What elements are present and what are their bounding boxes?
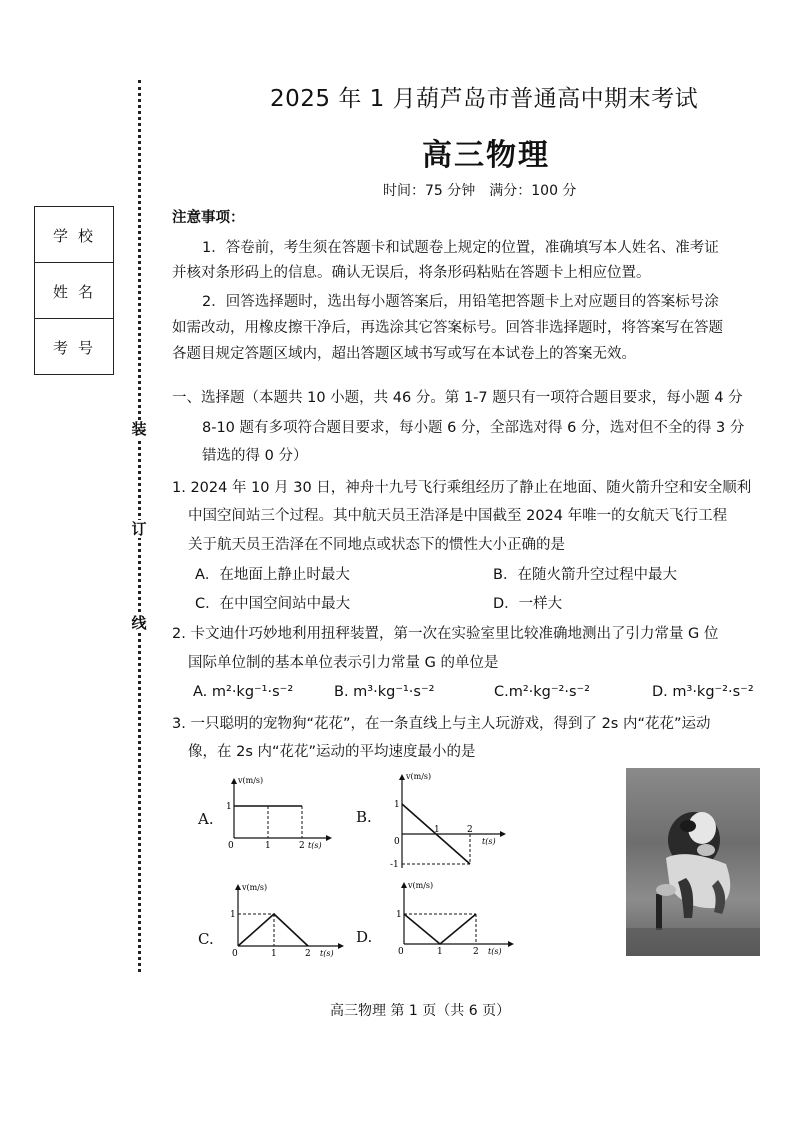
graph-c-t1: 1 [271, 949, 277, 959]
exam-number-field[interactable] [35, 319, 114, 375]
dog-photo [626, 768, 760, 956]
subject-title: 高三物理 [422, 138, 550, 173]
q1-option-c[interactable]: C．在中国空间站中最大 [195, 596, 351, 612]
graph-c-t2: 2 [305, 949, 311, 959]
q2-line-2: 国际单位制的基本单位表示引力常量 G 的单位是 [188, 655, 499, 671]
graph-b-tick-neg1: -1 [390, 860, 399, 870]
q2-option-c[interactable]: C.m²·kg⁻²·s⁻² [494, 684, 590, 700]
exam-info: 时间：75 分钟 满分：100 分 [383, 183, 577, 199]
q1-line-3: 关于航天员王浩泽在不同地点或状态下的惯性大小正确的是 [188, 537, 565, 553]
q1-option-b[interactable]: B．在随火箭升空过程中最大 [493, 567, 677, 583]
binder-char-ding: 订 [131, 520, 147, 538]
notes-line-4: 如需改动，用橡皮擦干净后，再选涂其它答案标号。回答非选择题时，将答案写在答题 [172, 320, 723, 336]
page-footer: 高三物理 第 1 页（共 6 页） [330, 1003, 511, 1019]
notes-line-2: 并核对条形码上的信息。确认无误后，将条形码粘贴在答题卡上相应位置。 [172, 265, 651, 281]
notes-line-3: 2．回答选择题时，选出每小题答案后，用铅笔把答题卡上对应题目的答案标号涂 [202, 294, 719, 310]
name-field[interactable] [35, 263, 114, 319]
notes-heading: 注意事项： [172, 210, 245, 226]
binder-char-xian: 线 [131, 614, 147, 632]
graph-b-tick-1: 1 [394, 800, 400, 810]
graph-a-v-label: v(m/s) [238, 776, 264, 785]
q1-line-1: 1. 2024 年 10 月 30 日，神舟十九号飞行乘组经历了静止在地面、随火箭升空和安全顺利 [172, 480, 752, 496]
graph-d-t1: 1 [437, 947, 443, 957]
graph-b-t-label: t(s) [482, 837, 496, 846]
graph-c-origin: 0 [232, 949, 238, 959]
q1-option-d[interactable]: D．一样大 [493, 596, 563, 612]
graph-a-label[interactable]: A. [198, 810, 214, 828]
graph-a-t2: 2 [299, 841, 305, 851]
graph-a-origin: 0 [228, 841, 234, 851]
q2-option-a[interactable]: A. m²·kg⁻¹·s⁻² [193, 684, 294, 700]
graph-c-label[interactable]: C. [198, 930, 214, 948]
graph-c [226, 882, 346, 962]
graph-d [392, 880, 516, 960]
section1-line-3: 错选的得 0 分） [202, 448, 308, 464]
graph-c-tick-1: 1 [230, 910, 236, 920]
exam-title: 2025 年 1 月葫芦岛市普通高中期末考试 [270, 86, 699, 112]
graph-d-t-label: t(s) [488, 947, 502, 956]
q3-line-2: 像，在 2s 内“花花”运动的平均速度最小的是 [188, 744, 476, 760]
school-field[interactable] [35, 207, 114, 263]
graph-b-t1: 1 [434, 825, 440, 835]
exam-number-label: 考号 [52, 338, 103, 357]
binder-char-zhuang: 装 [131, 420, 147, 438]
graph-a-tick-1: 1 [226, 802, 232, 812]
graph-d-t2: 2 [473, 947, 479, 957]
graph-b [388, 772, 508, 872]
section1-line-2: 8-10 题有多项符合题目要求，每小题 6 分，全部选对得 6 分，选对但不全的得 3 分 [202, 420, 745, 436]
section1-line-1: 一、选择题（本题共 10 小题，共 46 分。第 1-7 题只有一项符合题目要求，每小题 4 分 [172, 390, 743, 406]
notes-line-1: 1．答卷前，考生须在答题卡和试题卷上规定的位置，准确填写本人姓名、准考证 [202, 240, 719, 256]
q3-line-1: 3. 一只聪明的宠物狗“花花”，在一条直线上与主人玩游戏，得到了 2s 内“花花”运动 [172, 716, 711, 732]
notes-line-5: 各题目规定答题区域内，超出答题区域书写或写在本试卷上的答案无效。 [172, 346, 636, 362]
graph-d-v-label: v(m/s) [408, 881, 434, 890]
student-info-table [34, 206, 114, 375]
graph-a [222, 776, 332, 852]
graph-a-t-label: t(s) [308, 841, 322, 850]
q1-line-2: 中国空间站三个过程。其中航天员王浩泽是中国截至 2024 年唯一的女航天飞行工程 [188, 508, 728, 524]
q2-line-1: 2. 卡文迪什巧妙地利用扭秤装置，第一次在实验室里比较准确地测出了引力常量 G 位 [172, 626, 719, 642]
q2-option-b[interactable]: B. m³·kg⁻¹·s⁻² [334, 684, 435, 700]
graph-b-label[interactable]: B. [356, 808, 372, 826]
name-label: 姓名 [52, 282, 103, 301]
q1-option-a[interactable]: A．在地面上静止时最大 [195, 567, 350, 583]
graph-b-origin: 0 [394, 837, 400, 847]
graph-a-t1: 1 [265, 841, 271, 851]
graph-b-t2: 2 [467, 825, 473, 835]
q2-option-d[interactable]: D. m³·kg⁻²·s⁻² [652, 684, 754, 700]
graph-d-tick-1: 1 [396, 910, 402, 920]
school-label: 学校 [52, 226, 103, 245]
graph-d-origin: 0 [398, 947, 404, 957]
graph-d-label[interactable]: D. [356, 928, 373, 946]
graph-c-v-label: v(m/s) [242, 883, 268, 892]
graph-c-t-label: t(s) [320, 949, 334, 958]
graph-b-v-label: v(m/s) [406, 772, 432, 781]
